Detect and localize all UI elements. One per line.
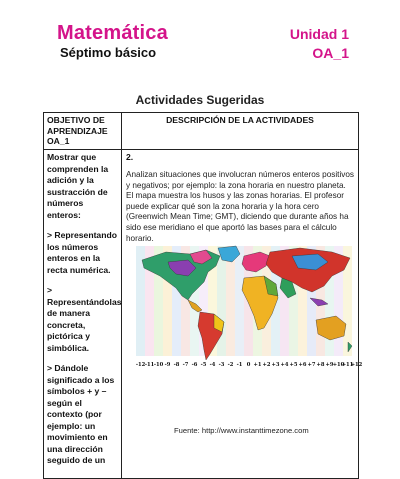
objective-item: > Representando los números enteros en la recta numérica. [47, 230, 117, 275]
map-axis-label: +7 [307, 362, 316, 368]
map-axis-label: +6 [298, 362, 307, 368]
objective-item: > Representándolas de manera concreta, pictórica y simbólica. [47, 285, 122, 353]
map-source: Fuente: http://www.instanttimezone.com [174, 426, 309, 435]
map-axis-label: +11 [341, 362, 354, 368]
map-axis-label: +10 [332, 362, 345, 368]
map-axis-label: +9 [325, 362, 334, 368]
objective-header: OBJETIVO DE APRENDIZAJE OA_1 [44, 113, 122, 150]
map-axis-label: -6 [191, 362, 198, 368]
map-axis [136, 362, 363, 368]
header-subtitle: Séptimo básico [60, 45, 157, 60]
description-cell [122, 150, 363, 479]
objective-item: > Dándole significado a los símbolos + y – según el contexto (por ejemplo: un movimiento en una dirección seguido de un [47, 363, 115, 465]
time-zone-map [132, 242, 363, 372]
map-axis-label: -1 [236, 362, 243, 368]
map-axis-label: -10 [153, 362, 164, 368]
activities-table [43, 112, 363, 479]
activity-number: 2. [126, 152, 134, 162]
description-header: DESCRIPCIÓN DE LA ACTIVIDADES [122, 113, 359, 150]
map-axis-label: +4 [280, 362, 289, 368]
map-axis-label: +8 [316, 362, 325, 368]
map-axis-label: +3 [271, 362, 280, 368]
map-axis-label: -3 [218, 362, 225, 368]
table-row [44, 150, 359, 479]
map-axis-label: -5 [200, 362, 207, 368]
header-unit: Unidad 1 [289, 26, 349, 42]
map-axis-label: -12 [135, 362, 146, 368]
map-axis-label: -2 [227, 362, 234, 368]
map-axis-label: -8 [173, 362, 180, 368]
map-axis-label: +12 [350, 362, 363, 368]
map-axis-label: +5 [289, 362, 298, 368]
table-header-row [44, 113, 359, 150]
map-axis-label: -4 [209, 362, 216, 368]
map-axis-label: 0 [246, 362, 251, 368]
activity-text: Analizan situaciones que involucran números enteros positivos y negativos; por ejemplo: la zona horaria en nuestro planeta. El mapa muestra los husos y las zonas horarias. El profesor puede explicar qué son la zona horaria y la hora cero (Greenwich Mean Time; GMT), diciendo que durante años ha sido ese meridiano el que aportó las bases para el cálculo horario. [126, 170, 355, 243]
objectives-cell [44, 150, 122, 479]
map-axis-label: -9 [164, 362, 171, 368]
map-axis-label: -11 [144, 362, 155, 368]
objective-item: Mostrar que comprenden la adición y la sustracción de números enteros: [47, 152, 109, 220]
header-title: Matemática [57, 22, 168, 44]
map-axis-label: -7 [182, 362, 189, 368]
header-oa: OA_1 [312, 45, 349, 61]
map-axis-label: +1 [253, 362, 262, 368]
section-title: Actividades Sugeridas [135, 93, 265, 107]
map-axis-label: +2 [262, 362, 271, 368]
